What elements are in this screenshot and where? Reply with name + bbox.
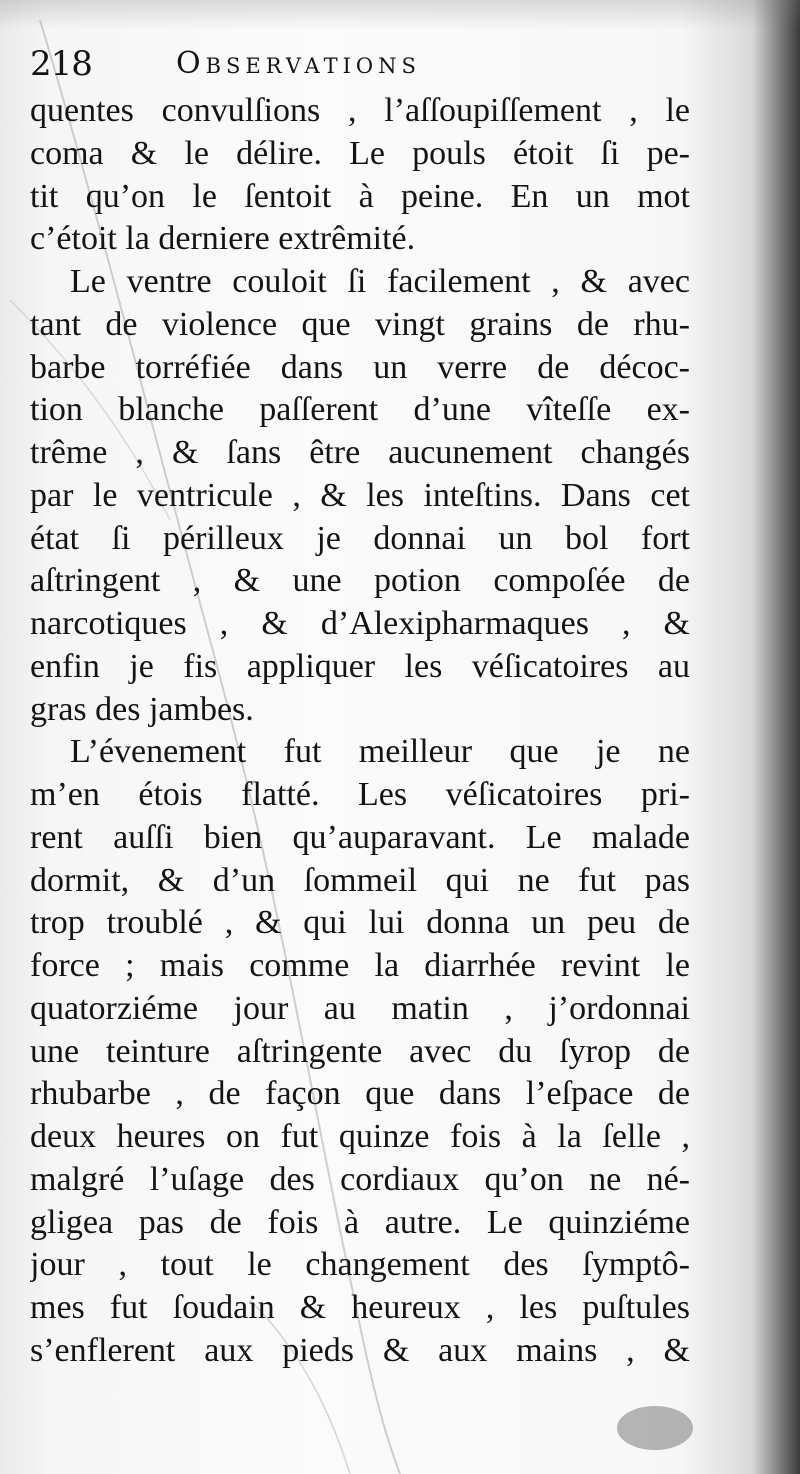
text-line: c’étoit la derniere extrêmité. [30, 220, 416, 258]
text-line: m’en étois flatté. Les véſicatoires pri- [30, 776, 690, 813]
text-line: deux heures on fut quinze fois à la ſelle , [30, 1118, 690, 1155]
text-line: tit qu’on le ſentoit à peine. En un mot [30, 177, 690, 215]
text-line: trême , & ſans être aucunement changés [30, 434, 690, 471]
text-line: coma & le délire. Le pouls étoit ſi pe- [30, 134, 690, 172]
text-line: jour , tout le changement des ſymptô- [30, 1246, 690, 1284]
text-line: rhubarbe , de façon que dans l’eſpace de [30, 1075, 690, 1113]
text-line: état ſi périlleux je donnai un bol fort [30, 519, 690, 557]
text-line: quentes convulſions , l’aſſoupiſſement , le [30, 92, 690, 129]
text-line: quatorziéme jour au matin , j’ordonnai [30, 989, 690, 1027]
text-line: s’enflerent aux pieds & aux mains , & [30, 1331, 690, 1369]
text-line: enfin je fis appliquer les véſicatoires au [30, 647, 690, 685]
running-head [30, 44, 690, 94]
text-line: rent auſſi bien qu’auparavant. Le malade [30, 818, 690, 856]
text-line: dormit, & d’un ſommeil qui ne fut pas [30, 861, 690, 899]
page-number: 218 [30, 44, 92, 84]
text-line: par le ventricule , & les inteſtins. Dans cet [30, 476, 690, 514]
text-line: gligea pas de fois à autre. Le quinziéme [30, 1203, 690, 1241]
text-line: barbe torréfiée dans un verre de décoc- [30, 348, 690, 386]
text-line: narcotiques , & d’Alexipharmaques , & [30, 605, 690, 642]
text-line: malgré l’uſage des cordiaux qu’on ne né- [30, 1160, 690, 1198]
text-line: aſtringent , & une potion compoſée de [30, 562, 690, 600]
body-text [30, 90, 690, 1373]
running-title: Observations [176, 46, 421, 81]
text-line: une teinture aſtringente avec du ſyrop de [30, 1032, 690, 1070]
text-line: trop troublé , & qui lui donna un peu de [30, 904, 690, 942]
text-line: mes fut ſoudain & heureux , les puſtules [30, 1289, 690, 1326]
text-line: tion blanche paſſerent d’une vîteſſe ex- [30, 391, 690, 429]
text-line: L’évenement fut meilleur que je ne [70, 733, 690, 771]
text-line: tant de violence que vingt grains de rhu- [30, 305, 690, 343]
text-line: gras des jambes. [30, 690, 254, 728]
text-line: force ; mais comme la diarrhée revint le [30, 947, 690, 984]
text-line: Le ventre couloit ſi facilement , & avec [70, 263, 690, 300]
